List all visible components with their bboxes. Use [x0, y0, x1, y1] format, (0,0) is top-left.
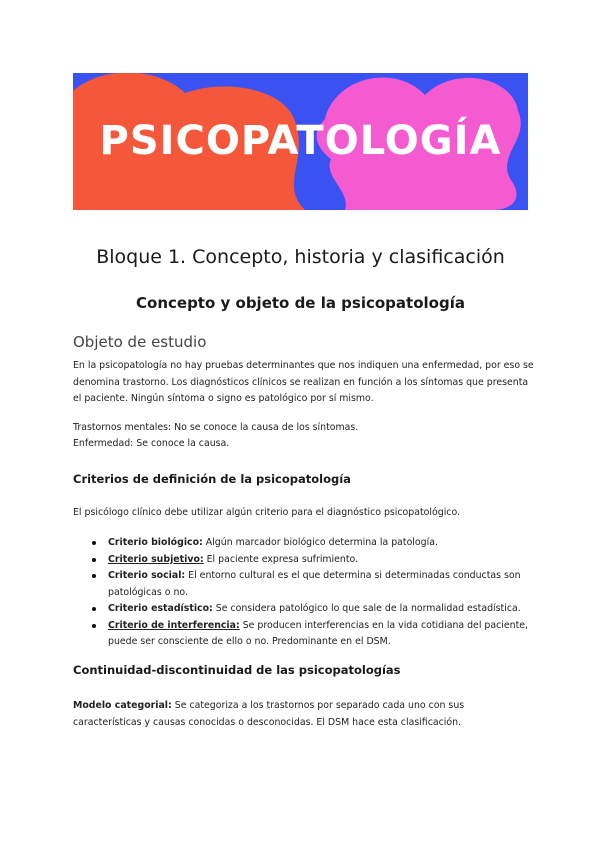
criterio-text: Se considera patológico lo que sale de la normalidad estadística. [212, 603, 521, 614]
modelo-text: Se categoriza a los trastornos por separado cada uno con sus características y causas conocidas o desconocidas. El DSM hace esta clasificación. [73, 700, 465, 728]
bullet-icon [92, 607, 96, 611]
bullet-icon [92, 558, 96, 562]
criterio-text: Se producen interferencias en la vida cotidiana del paciente, puede ser consciente de ello o no. Predominante en el DSM. [108, 619, 529, 647]
list-item [90, 601, 535, 618]
header-banner [73, 73, 528, 210]
criterio-text: El entorno cultural es el que determina si determinadas conductas son patológicas o no. [108, 570, 521, 598]
criterio-label: Criterio subjetivo: [108, 553, 204, 565]
section-title: Concepto y objeto de la psicopatología [136, 294, 465, 312]
criterio-label: Criterio de interferencia: [108, 619, 240, 631]
criterios-intro: El psicólogo clínico debe utilizar algún criterio para el diagnóstico psicopatológico. [73, 507, 461, 518]
criterio-text: El paciente expresa sufrimiento. [203, 553, 359, 565]
criterios-list [90, 535, 535, 651]
objeto-heading: Objeto de estudio [73, 333, 207, 351]
criterio-label: Criterio biológico: [108, 537, 203, 548]
criterio-text: Algún marcador biológico determina la patología. [202, 537, 438, 548]
continuidad-heading: Continuidad-discontinuidad de las psicopatologías [73, 663, 401, 677]
banner-title: PSICOPATOLOGÍA [99, 118, 502, 164]
bullet-icon [92, 574, 96, 578]
list-item [90, 618, 535, 651]
objeto-line-enfermedad: Enfermedad: Se conoce la causa. [73, 438, 230, 449]
objeto-paragraph: En la psicopatología no hay pruebas determinantes que nos indiquen una enfermedad, por eso se denomina trastorno. Los diagnósticos clínicos se realizan en función a los síntomas que presenta el paciente. Ningún síntoma o signo es patológico por sí mismo. [73, 360, 534, 404]
modelo-label: Modelo categorial: [73, 700, 172, 711]
continuidad-paragraph [73, 698, 535, 731]
block-title: Bloque 1. Concepto, historia y clasificación [96, 246, 505, 268]
list-item [90, 535, 535, 552]
criterios-heading: Criterios de definición de la psicopatología [73, 472, 351, 486]
list-item [90, 552, 535, 569]
criterio-label: Criterio social: [108, 570, 186, 581]
criterio-label: Criterio estadístico: [108, 603, 213, 614]
list-item [90, 568, 535, 601]
objeto-line-trastornos: Trastornos mentales: No se conoce la causa de los síntomas. [73, 422, 359, 433]
bullet-icon [92, 541, 96, 545]
bullet-icon [92, 624, 96, 628]
